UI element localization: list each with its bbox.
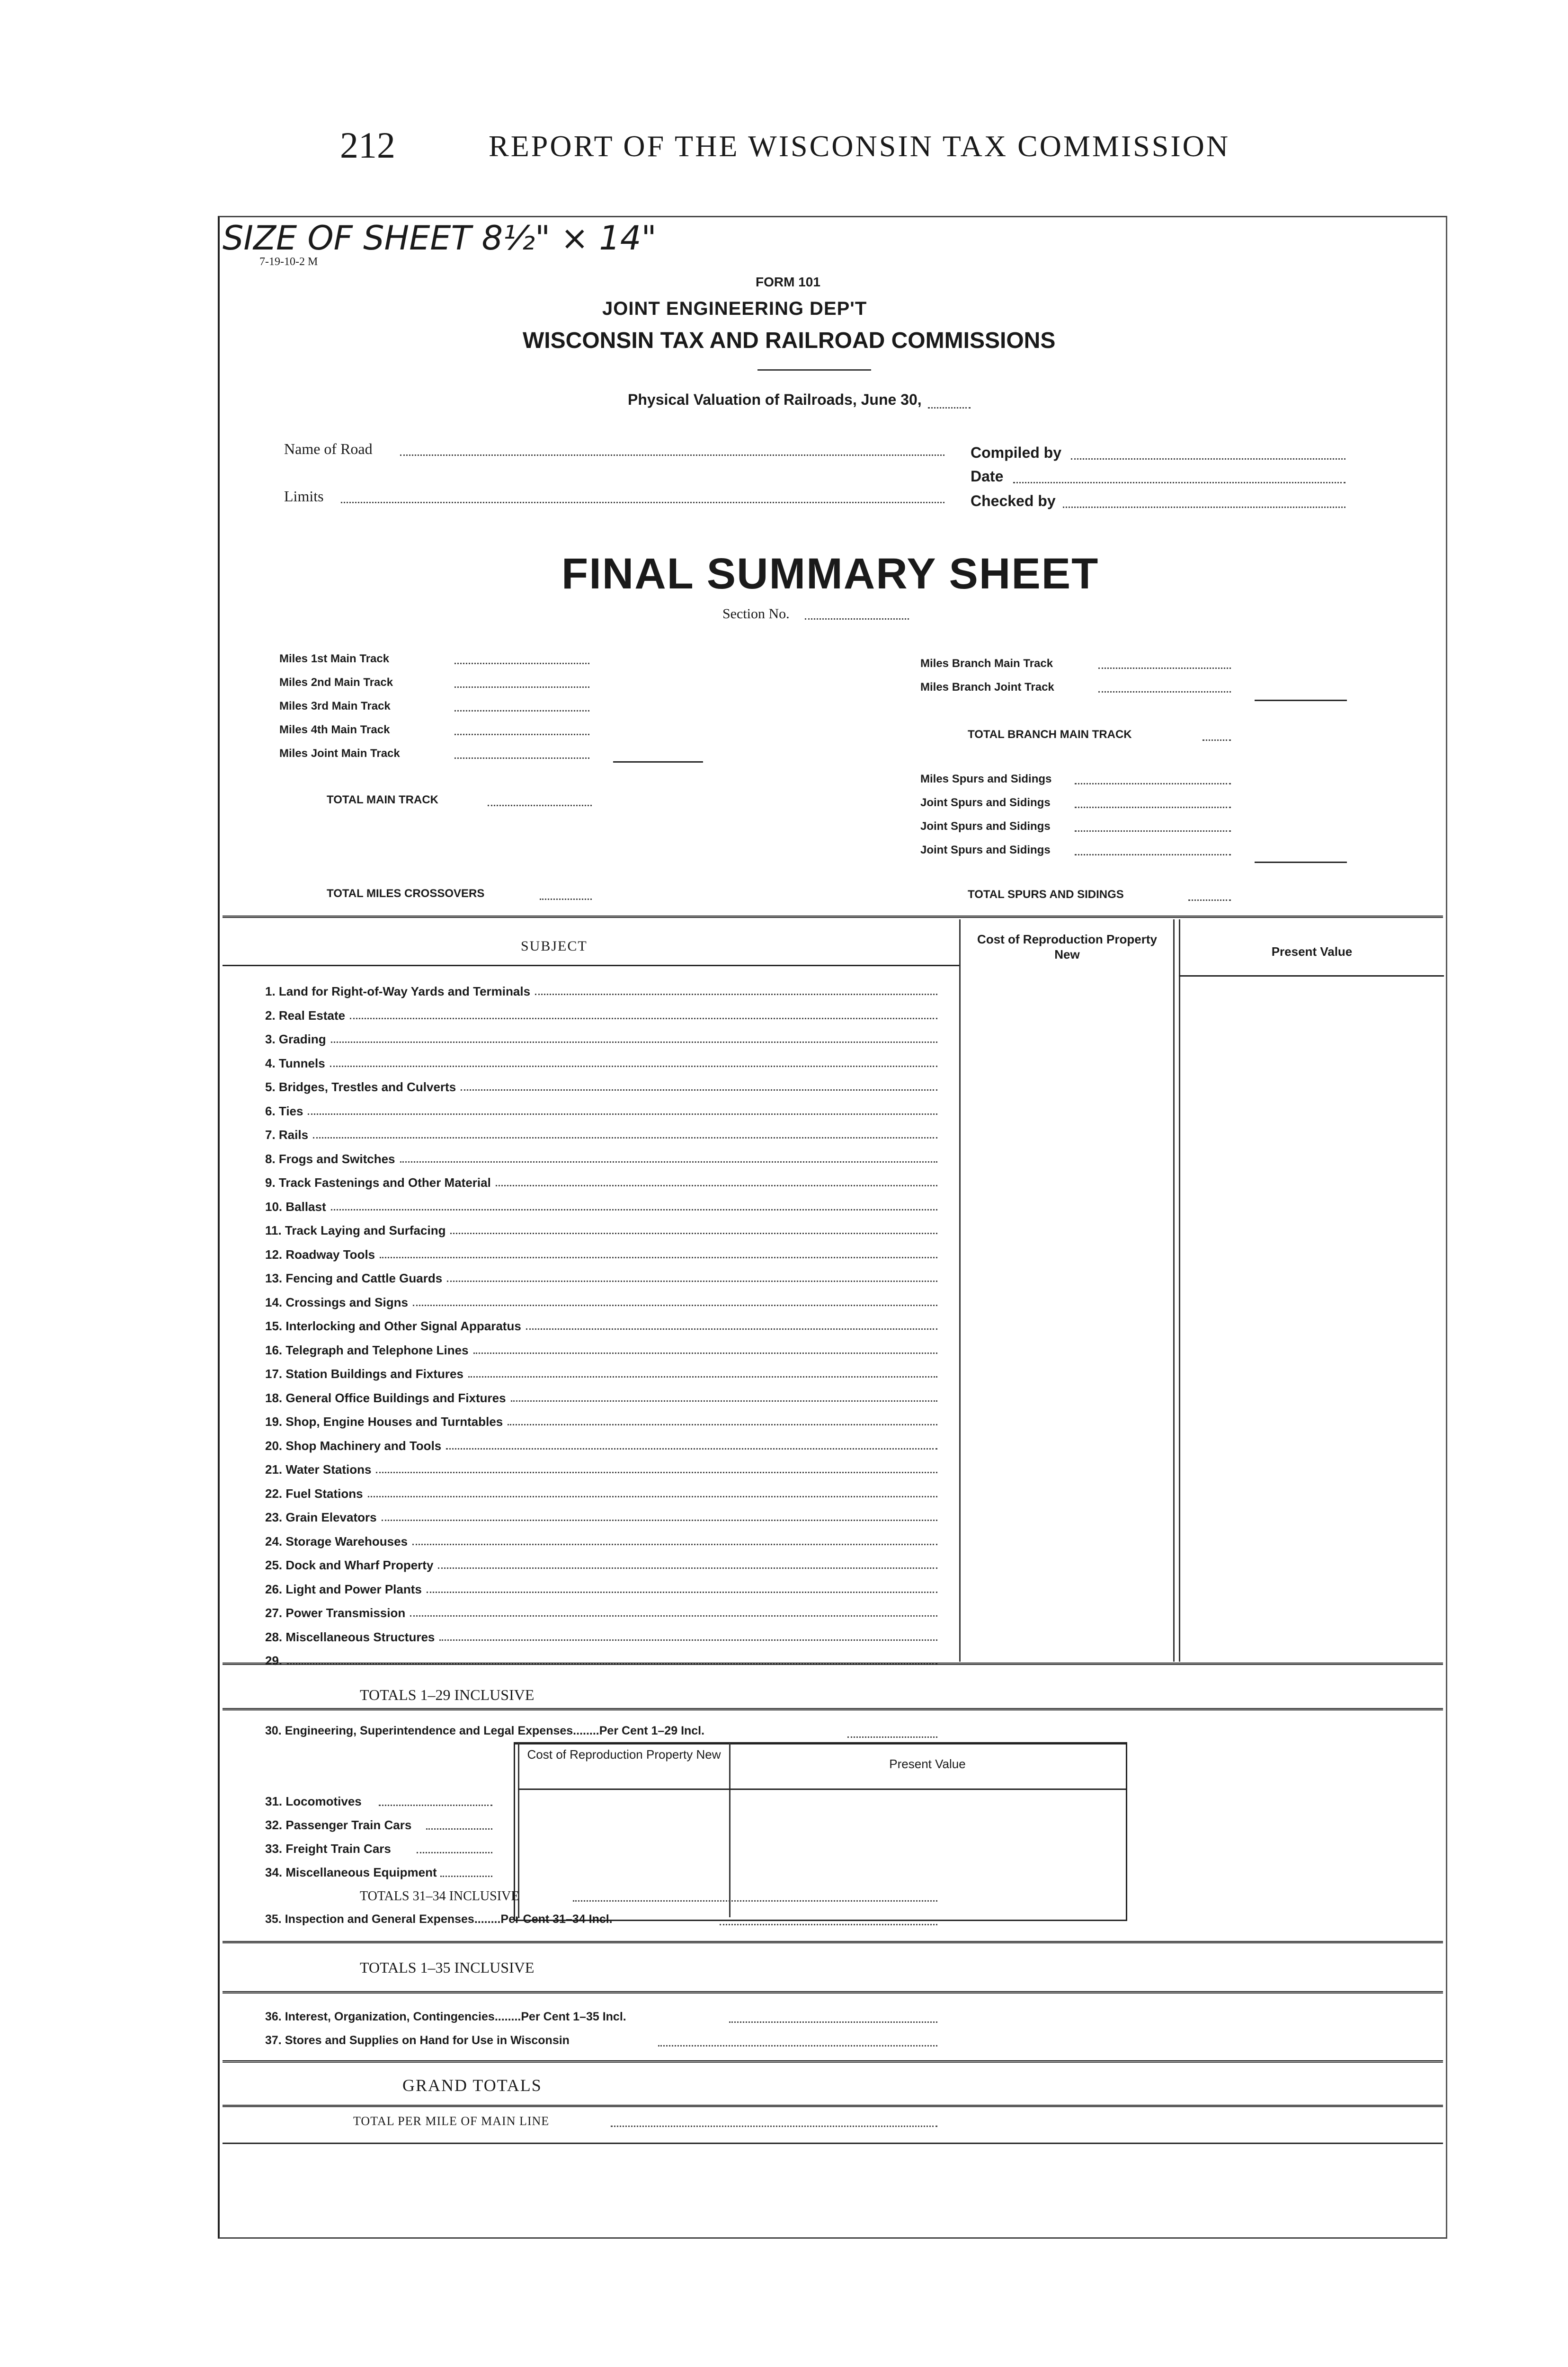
dot-leader [468, 1376, 937, 1378]
dot-leader [313, 1137, 937, 1139]
line-item-label: 26. Light and Power Plants [265, 1582, 422, 1596]
dot-leader [511, 1400, 937, 1402]
blank [1075, 807, 1231, 808]
line-item-label: 15. Interlocking and Other Signal Apparatus [265, 1319, 521, 1333]
dot-leader [508, 1424, 937, 1425]
total-per-mile: TOTAL PER MILE OF MAIN LINE [353, 2114, 550, 2128]
line-item [265, 1074, 937, 1095]
blank [454, 710, 589, 712]
miles-branch-main: Miles Branch Main Track [920, 657, 1053, 670]
present-value-header: Present Value [1271, 944, 1353, 959]
dot-leader [438, 1567, 937, 1569]
item-31: 31. Locomotives [265, 1794, 362, 1808]
size-note: SIZE OF SHEET 8½" × 14" [223, 219, 657, 258]
line-item [265, 1504, 937, 1525]
spurs-2: Joint Spurs and Sidings [920, 796, 1051, 809]
year-blank [928, 407, 971, 409]
line-item-label: 16. Telegraph and Telephone Lines [265, 1343, 469, 1357]
line-item-label: 8. Frogs and Switches [265, 1151, 395, 1166]
total-main-track: TOTAL MAIN TRACK [327, 793, 438, 806]
compiled-by-blank [1071, 458, 1345, 460]
line-item [265, 1361, 937, 1381]
item-33: 33. Freight Train Cars [265, 1842, 391, 1856]
blank [454, 663, 589, 664]
blank [440, 1876, 492, 1877]
blank [1098, 667, 1231, 669]
line-item [265, 1385, 937, 1406]
blank [379, 1805, 492, 1806]
sub-header-rule [518, 1789, 1126, 1790]
line-item-label: 14. Crossings and Signs [265, 1295, 408, 1309]
spurs-3: Joint Spurs and Sidings [920, 820, 1051, 833]
line-item-label: 6. Ties [265, 1103, 303, 1118]
dot-leader [331, 1041, 937, 1043]
header-rule [223, 965, 959, 966]
totals-1-29: TOTALS 1–29 INCLUSIVE [360, 1686, 535, 1703]
name-of-road-label: Name of Road [284, 440, 373, 457]
item-37: 37. Stores and Supplies on Hand for Use in Wisconsin [265, 2034, 570, 2047]
dot-leader [382, 1520, 937, 1521]
line-item [265, 978, 937, 999]
blank [1075, 830, 1231, 832]
date-label: Date [971, 468, 1004, 485]
running-head: REPORT OF THE WISCONSIN TAX COMMISSION [489, 129, 1230, 163]
dot-leader [535, 994, 937, 995]
miles-branch-joint: Miles Branch Joint Track [920, 681, 1054, 694]
total-crossovers: TOTAL MILES CROSSOVERS [327, 887, 485, 900]
line-item [265, 1121, 937, 1142]
dot-leader [450, 1233, 937, 1234]
dot-leader [331, 1209, 937, 1210]
column-divider [959, 919, 961, 1662]
line-item-label: 20. Shop Machinery and Tools [265, 1438, 442, 1453]
form-number: FORM 101 [756, 275, 820, 289]
sum-rule [613, 761, 703, 763]
item-30: 30. Engineering, Superintendence and Legal Expenses........Per Cent 1–29 Incl. [265, 1724, 705, 1737]
line-item [265, 1433, 937, 1453]
column-divider [729, 1743, 731, 1917]
dot-leader [526, 1328, 937, 1330]
line-item-label: 1. Land for Right-of-Way Yards and Terminals [265, 984, 531, 998]
dot-leader [412, 1544, 937, 1545]
name-of-road-blank [400, 454, 944, 456]
total-spurs: TOTAL SPURS AND SIDINGS [968, 888, 1124, 901]
blank [611, 2126, 937, 2127]
blank [720, 1924, 937, 1925]
miles-joint-main: Miles Joint Main Track [279, 747, 400, 760]
date-blank [1013, 482, 1345, 483]
line-item-label: 21. Water Stations [265, 1462, 372, 1477]
line-item-label: 9. Track Fastenings and Other Material [265, 1175, 491, 1190]
dot-leader [368, 1496, 937, 1497]
item-34: 34. Miscellaneous Equipment [265, 1865, 437, 1879]
department: JOINT ENGINEERING DEP'T [602, 298, 867, 319]
sub-present-header: Present Value [889, 1757, 966, 1771]
dot-leader [380, 1257, 937, 1258]
rule [223, 1941, 1443, 1943]
dot-leader [427, 1592, 937, 1593]
line-item [265, 1313, 937, 1334]
line-item-label: 11. Track Laying and Surfacing [265, 1223, 446, 1237]
sum-rule [1255, 700, 1347, 701]
blank [729, 2021, 937, 2023]
line-item [265, 1624, 937, 1645]
section-no-label: Section No. [722, 606, 790, 622]
miles-4th-main: Miles 4th Main Track [279, 723, 390, 736]
line-item-label: 22. Fuel Stations [265, 1486, 363, 1501]
blank [1075, 854, 1231, 855]
rule [223, 1663, 1443, 1665]
line-item-label: 12. Roadway Tools [265, 1247, 375, 1262]
print-code: 7-19-10-2 M [259, 256, 318, 268]
line-item-label: 10. Ballast [265, 1199, 326, 1214]
dot-leader [473, 1353, 937, 1354]
line-item-label: 28. Miscellaneous Structures [265, 1629, 435, 1644]
dot-leader [461, 1089, 937, 1091]
miles-1st-main: Miles 1st Main Track [279, 652, 390, 665]
sum-rule [1255, 862, 1347, 863]
dot-leader [308, 1113, 937, 1115]
blank [1098, 691, 1231, 693]
line-item [265, 1337, 937, 1358]
total-branch-main: TOTAL BRANCH MAIN TRACK [968, 728, 1132, 741]
cost-header: Cost of Reproduction Property New [977, 932, 1157, 961]
section-no-blank [805, 618, 909, 620]
blank [573, 1900, 937, 1902]
item-36: 36. Interest, Organization, Contingencies........Per Cent 1–35 Incl. [265, 2010, 626, 2023]
line-item-label: 3. Grading [265, 1032, 326, 1046]
blank [847, 1736, 937, 1738]
line-item [265, 1098, 937, 1119]
line-item [265, 1217, 937, 1238]
totals-1-35: TOTALS 1–35 INCLUSIVE [360, 1959, 535, 1976]
checked-by-label: Checked by [971, 492, 1056, 509]
line-item-label: 17. Station Buildings and Fixtures [265, 1367, 463, 1381]
line-item [265, 1480, 937, 1501]
blank [417, 1852, 492, 1853]
line-item-label: 18. General Office Buildings and Fixtures [265, 1390, 506, 1405]
line-item [265, 1146, 937, 1166]
valuation-line: Physical Valuation of Railroads, June 30, [628, 391, 922, 408]
header-rule [1179, 975, 1444, 977]
blank [454, 757, 589, 759]
line-item-label: 19. Shop, Engine Houses and Turntables [265, 1415, 503, 1429]
table-top-rule [223, 916, 1443, 918]
item-32: 32. Passenger Train Cars [265, 1818, 412, 1832]
dot-leader [447, 1281, 937, 1282]
line-item [265, 1026, 937, 1047]
line-item-label: 25. Dock and Wharf Property [265, 1558, 434, 1572]
rule [223, 2143, 1443, 2144]
page-number: 212 [340, 125, 395, 166]
line-item [265, 1456, 937, 1477]
dot-leader [446, 1448, 937, 1450]
limits-label: Limits [284, 488, 324, 505]
dot-leader [400, 1161, 937, 1163]
line-item-label: 4. Tunnels [265, 1056, 325, 1070]
dot-leader [330, 1066, 937, 1067]
line-item [265, 1600, 937, 1620]
spurs-4: Joint Spurs and Sidings [920, 844, 1051, 856]
dot-leader [496, 1185, 937, 1186]
line-item [265, 1050, 937, 1071]
blank [1188, 899, 1231, 901]
blank [658, 2045, 937, 2047]
line-item [265, 1002, 937, 1023]
column-divider [1179, 919, 1180, 1662]
column-divider [1173, 919, 1175, 1662]
rule [223, 1708, 1443, 1710]
subject-header: SUBJECT [521, 938, 588, 954]
line-item [265, 1576, 937, 1597]
dot-leader [413, 1305, 937, 1306]
line-item-label: 23. Grain Elevators [265, 1510, 377, 1524]
commissions-title: WISCONSIN TAX AND RAILROAD COMMISSIONS [523, 328, 1056, 353]
rule [223, 2105, 1443, 2107]
sub-cost-header: Cost of Reproduction Property New [527, 1747, 721, 1762]
divider [757, 369, 871, 371]
blank [540, 899, 592, 900]
dot-leader [410, 1615, 937, 1617]
compiled-by-label: Compiled by [971, 444, 1062, 461]
line-item [265, 1265, 937, 1286]
line-item-label: 5. Bridges, Trestles and Culverts [265, 1080, 456, 1094]
totals-31-34: TOTALS 31–34 INCLUSIVE [360, 1889, 519, 1904]
blank [1203, 739, 1231, 741]
line-item [265, 1528, 937, 1549]
dot-leader [350, 1018, 937, 1019]
line-item [265, 1289, 937, 1310]
miles-3rd-main: Miles 3rd Main Track [279, 700, 391, 712]
blank [454, 734, 589, 735]
grand-totals: GRAND TOTALS [402, 2076, 542, 2095]
spurs-1: Miles Spurs and Sidings [920, 773, 1052, 785]
limits-blank [341, 502, 944, 503]
line-item-label: 13. Fencing and Cattle Guards [265, 1271, 443, 1285]
line-item-label: 2. Real Estate [265, 1008, 346, 1023]
line-item-label: 24. Storage Warehouses [265, 1534, 408, 1548]
rule [223, 2060, 1443, 2063]
line-item [265, 1241, 937, 1262]
blank [1075, 783, 1231, 784]
miles-2nd-main: Miles 2nd Main Track [279, 676, 393, 689]
line-item [265, 1193, 937, 1214]
line-item [265, 1408, 937, 1429]
checked-by-blank [1063, 507, 1345, 508]
line-item-label: 29. [265, 1654, 283, 1668]
item-35: 35. Inspection and General Expenses........Per Cent 31–34 Incl. [265, 1913, 613, 1926]
blank [454, 686, 589, 688]
blank [426, 1828, 492, 1830]
form-title: FINAL SUMMARY SHEET [561, 550, 1099, 598]
line-item [265, 1647, 937, 1668]
line-item-label: 27. Power Transmission [265, 1606, 406, 1620]
dot-leader [439, 1639, 937, 1641]
line-item [265, 1552, 937, 1573]
dot-leader [376, 1472, 937, 1473]
rule [223, 1991, 1443, 1993]
line-item-label: 7. Rails [265, 1128, 309, 1142]
line-item [265, 1169, 937, 1190]
blank [488, 805, 592, 806]
